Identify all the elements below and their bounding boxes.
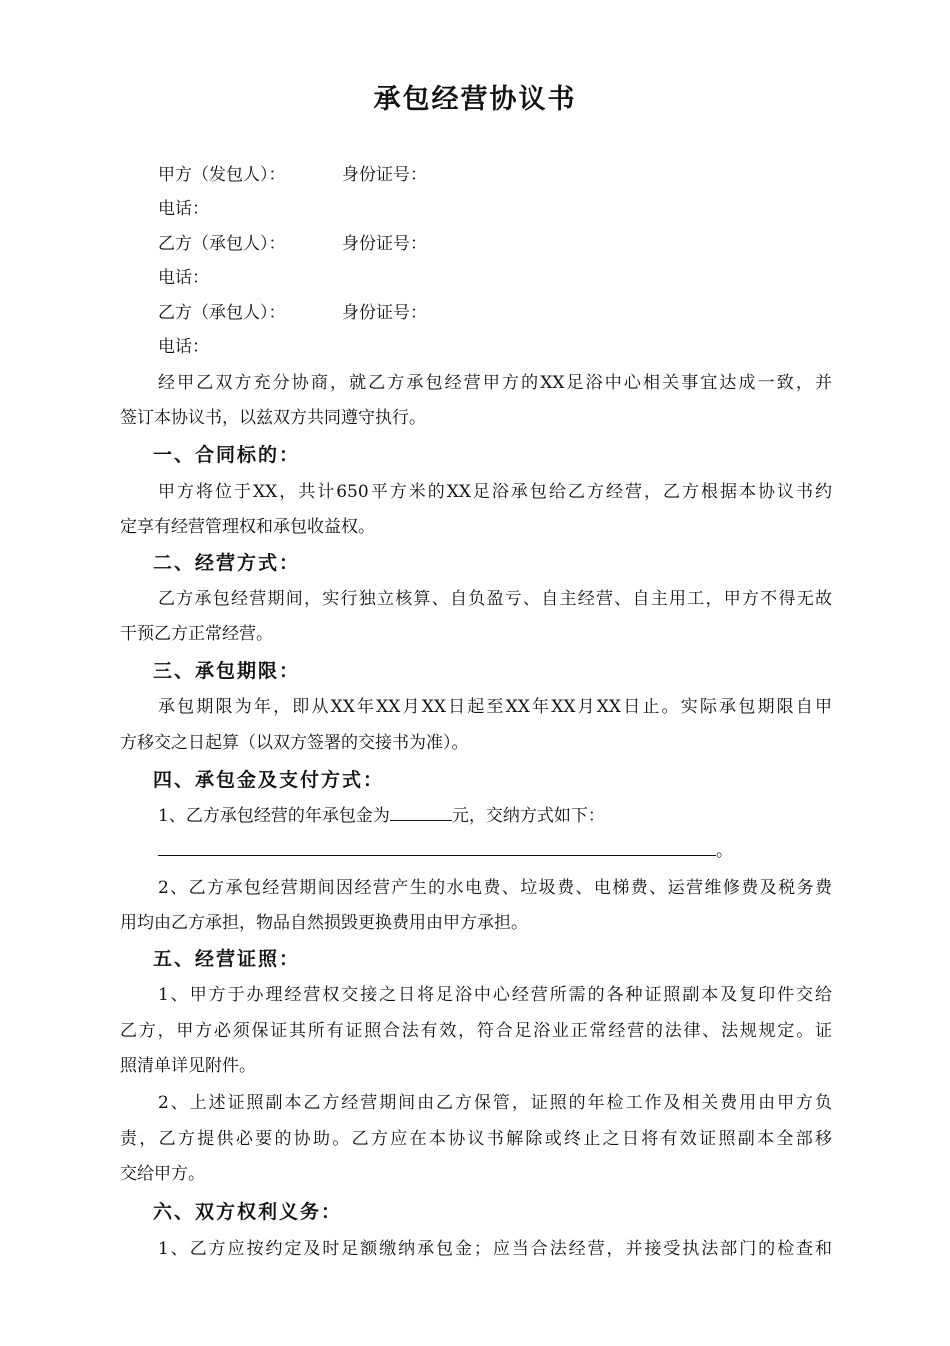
intro-line-2: 签订本协议书，以兹双方共同遵守执行。 xyxy=(120,408,426,428)
party-b2-phone-label: 电话： xyxy=(158,337,209,357)
section-1-heading: 一、合同标的： xyxy=(153,444,301,466)
section-4-para-2-line-2: 用均由乙方承担，物品自然损毁更换费用由甲方承担。 xyxy=(120,913,528,933)
payment-method-blank xyxy=(158,839,716,856)
section-1-line-2: 定享有经营管理权和承包收益权。 xyxy=(120,517,375,537)
section-5-heading: 五、经营证照： xyxy=(153,948,301,970)
section-3-heading: 三、承包期限： xyxy=(153,660,301,682)
section-1-line-1: 甲方将位于XX，共计650平方米的XX足浴承包给乙方经营，乙方根据本协议书约 xyxy=(158,482,832,502)
party-b2-id-label: 身份证号： xyxy=(342,303,427,323)
section-4-para-1-before: 1、乙方承包经营的年承包金为 xyxy=(158,806,390,826)
payment-method-line xyxy=(158,839,832,863)
section-5-para-1-line-1: 1、甲方于办理经营权交接之日将足浴中心经营所需的各种证照副本及复印件交给 xyxy=(158,985,832,1005)
annual-fee-blank xyxy=(390,804,452,821)
party-a-id-label: 身份证号： xyxy=(342,165,427,185)
intro-line-1: 经甲乙双方充分协商，就乙方承包经营甲方的XX足浴中心相关事宜达成一致，并 xyxy=(158,373,832,393)
party-a-phone-label: 电话： xyxy=(158,199,209,219)
document-title: 承包经营协议书 xyxy=(373,84,577,115)
party-b1-role: 乙方（承包人）： xyxy=(158,234,286,254)
party-b1-id-label: 身份证号： xyxy=(342,234,427,254)
party-b1-phone-label: 电话： xyxy=(158,268,209,288)
section-2-heading: 二、经营方式： xyxy=(153,552,301,574)
payment-method-end: 。 xyxy=(716,841,733,861)
party-a-role: 甲方（发包人）： xyxy=(158,165,286,185)
section-6-heading: 六、双方权利义务： xyxy=(153,1201,343,1223)
section-3-line-2: 方移交之日起算（以双方签署的交接书为准）。 xyxy=(120,733,469,753)
section-5-para-2-line-2: 责，乙方提供必要的协助。乙方应在本协议书解除或终止之日将有效证照副本全部移 xyxy=(120,1129,832,1149)
section-5-para-2-line-3: 交给甲方。 xyxy=(120,1164,205,1184)
section-4-para-1-after: 元，交纳方式如下： xyxy=(451,806,605,826)
section-5-para-1-line-2: 乙方，甲方必须保证其所有证照合法有效，符合足浴业正常经营的法律、法规规定。证 xyxy=(120,1021,832,1041)
party-b2-role: 乙方（承包人）： xyxy=(158,303,286,323)
section-4-heading: 四、承包金及支付方式： xyxy=(153,769,385,791)
section-6-para-1-line-1: 1、乙方应按约定及时足额缴纳承包金；应当合法经营，并接受执法部门的检查和 xyxy=(158,1239,832,1259)
section-4-para-1 xyxy=(158,804,832,828)
section-3-line-1: 承包期限为年，即从XX年XX月XX日起至XX年XX月XX日止。实际承包期限自甲 xyxy=(158,697,832,717)
section-2-line-2: 干预乙方正常经营。 xyxy=(120,624,273,644)
section-2-line-1: 乙方承包经营期间，实行独立核算、自负盈亏、自主经营、自主用工，甲方不得无故 xyxy=(158,589,832,609)
section-5-para-1-line-3: 照清单详见附件。 xyxy=(120,1056,256,1076)
section-5-para-2-line-1: 2、上述证照副本乙方经营期间由乙方保管，证照的年检工作及相关费用由甲方负 xyxy=(158,1093,832,1113)
section-4-para-2-line-1: 2、乙方承包经营期间因经营产生的水电费、垃圾费、电梯费、运营维修费及税务费 xyxy=(158,878,832,898)
